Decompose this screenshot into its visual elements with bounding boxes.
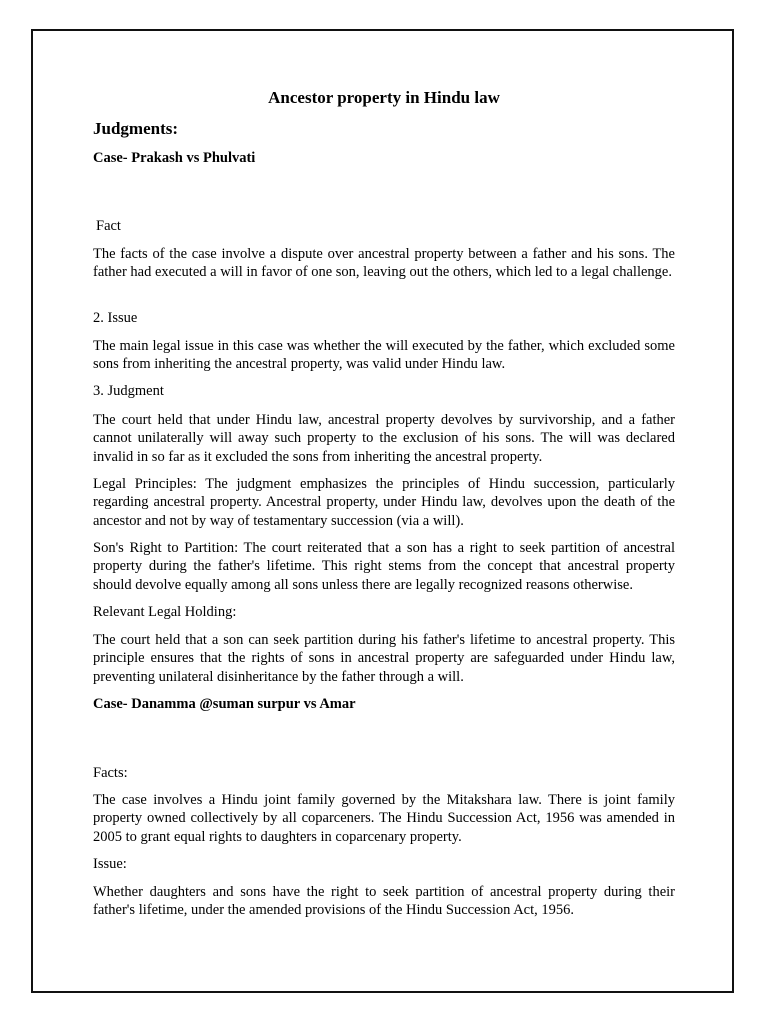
judgment-paragraph: The court held that under Hindu law, ancestral property devolves by survivorship, and a father cannot unilaterally will away such property to the exclusion of his sons. The will was declared invalid in so far as it excluded the sons from inheriting the ancestral property.	[93, 412, 675, 465]
case-heading-danamma: Case- Danamma @suman surpur vs Amar	[93, 696, 356, 712]
judgment-label: 3. Judgment	[93, 383, 164, 399]
issue2-label: Issue:	[93, 856, 127, 872]
holding-label: Relevant Legal Holding:	[93, 604, 237, 620]
holding-paragraph: The court held that a son can seek partition during his father's lifetime to ancestral property. This principle ensures that the rights of sons in ancestral property are safeguarded under Hindu law, preventing unilateral disinheritance by the father through a will.	[93, 632, 675, 685]
partition-paragraph: Son's Right to Partition: The court reiterated that a son has a right to seek partition of ancestral property during the father's lifetime. This right stems from the concept that ancestral property should devolve equally among all sons unless there are legally recognized reasons otherwise.	[93, 540, 675, 593]
issue2-paragraph: Whether daughters and sons have the right to seek partition of ancestral property during their father's lifetime, under the amended provisions of the Hindu Succession Act, 1956.	[93, 884, 675, 919]
document-title: Ancestor property in Hindu law	[268, 88, 500, 107]
fact-paragraph: The facts of the case involve a dispute over ancestral property between a father and his sons. The father had executed a will in favor of one son, leaving out the others, which led to a legal challenge.	[93, 246, 675, 281]
issue-paragraph: The main legal issue in this case was whether the will executed by the father, which excluded some sons from inheriting the ancestral property, was valid under Hindu law.	[93, 338, 675, 373]
legal-principles-paragraph: Legal Principles: The judgment emphasizes the principles of Hindu succession, particularly regarding ancestral property. Ancestral property, under Hindu law, devolves upon the death of the ancestor and not by way of testamentary succession (via a will).	[93, 476, 675, 529]
case-heading-prakash: Case- Prakash vs Phulvati	[93, 150, 256, 166]
facts-label: Facts:	[93, 765, 128, 781]
fact-label: Fact	[96, 218, 121, 234]
issue-label: 2. Issue	[93, 310, 138, 326]
section-heading: Judgments:	[93, 119, 179, 138]
facts-paragraph: The case involves a Hindu joint family governed by the Mitakshara law. There is joint family property owned collectively by all coparceners. The Hindu Succession Act, 1956 was amended in 2005 to grant equal rights to daughters in coparcenary property.	[93, 792, 675, 845]
